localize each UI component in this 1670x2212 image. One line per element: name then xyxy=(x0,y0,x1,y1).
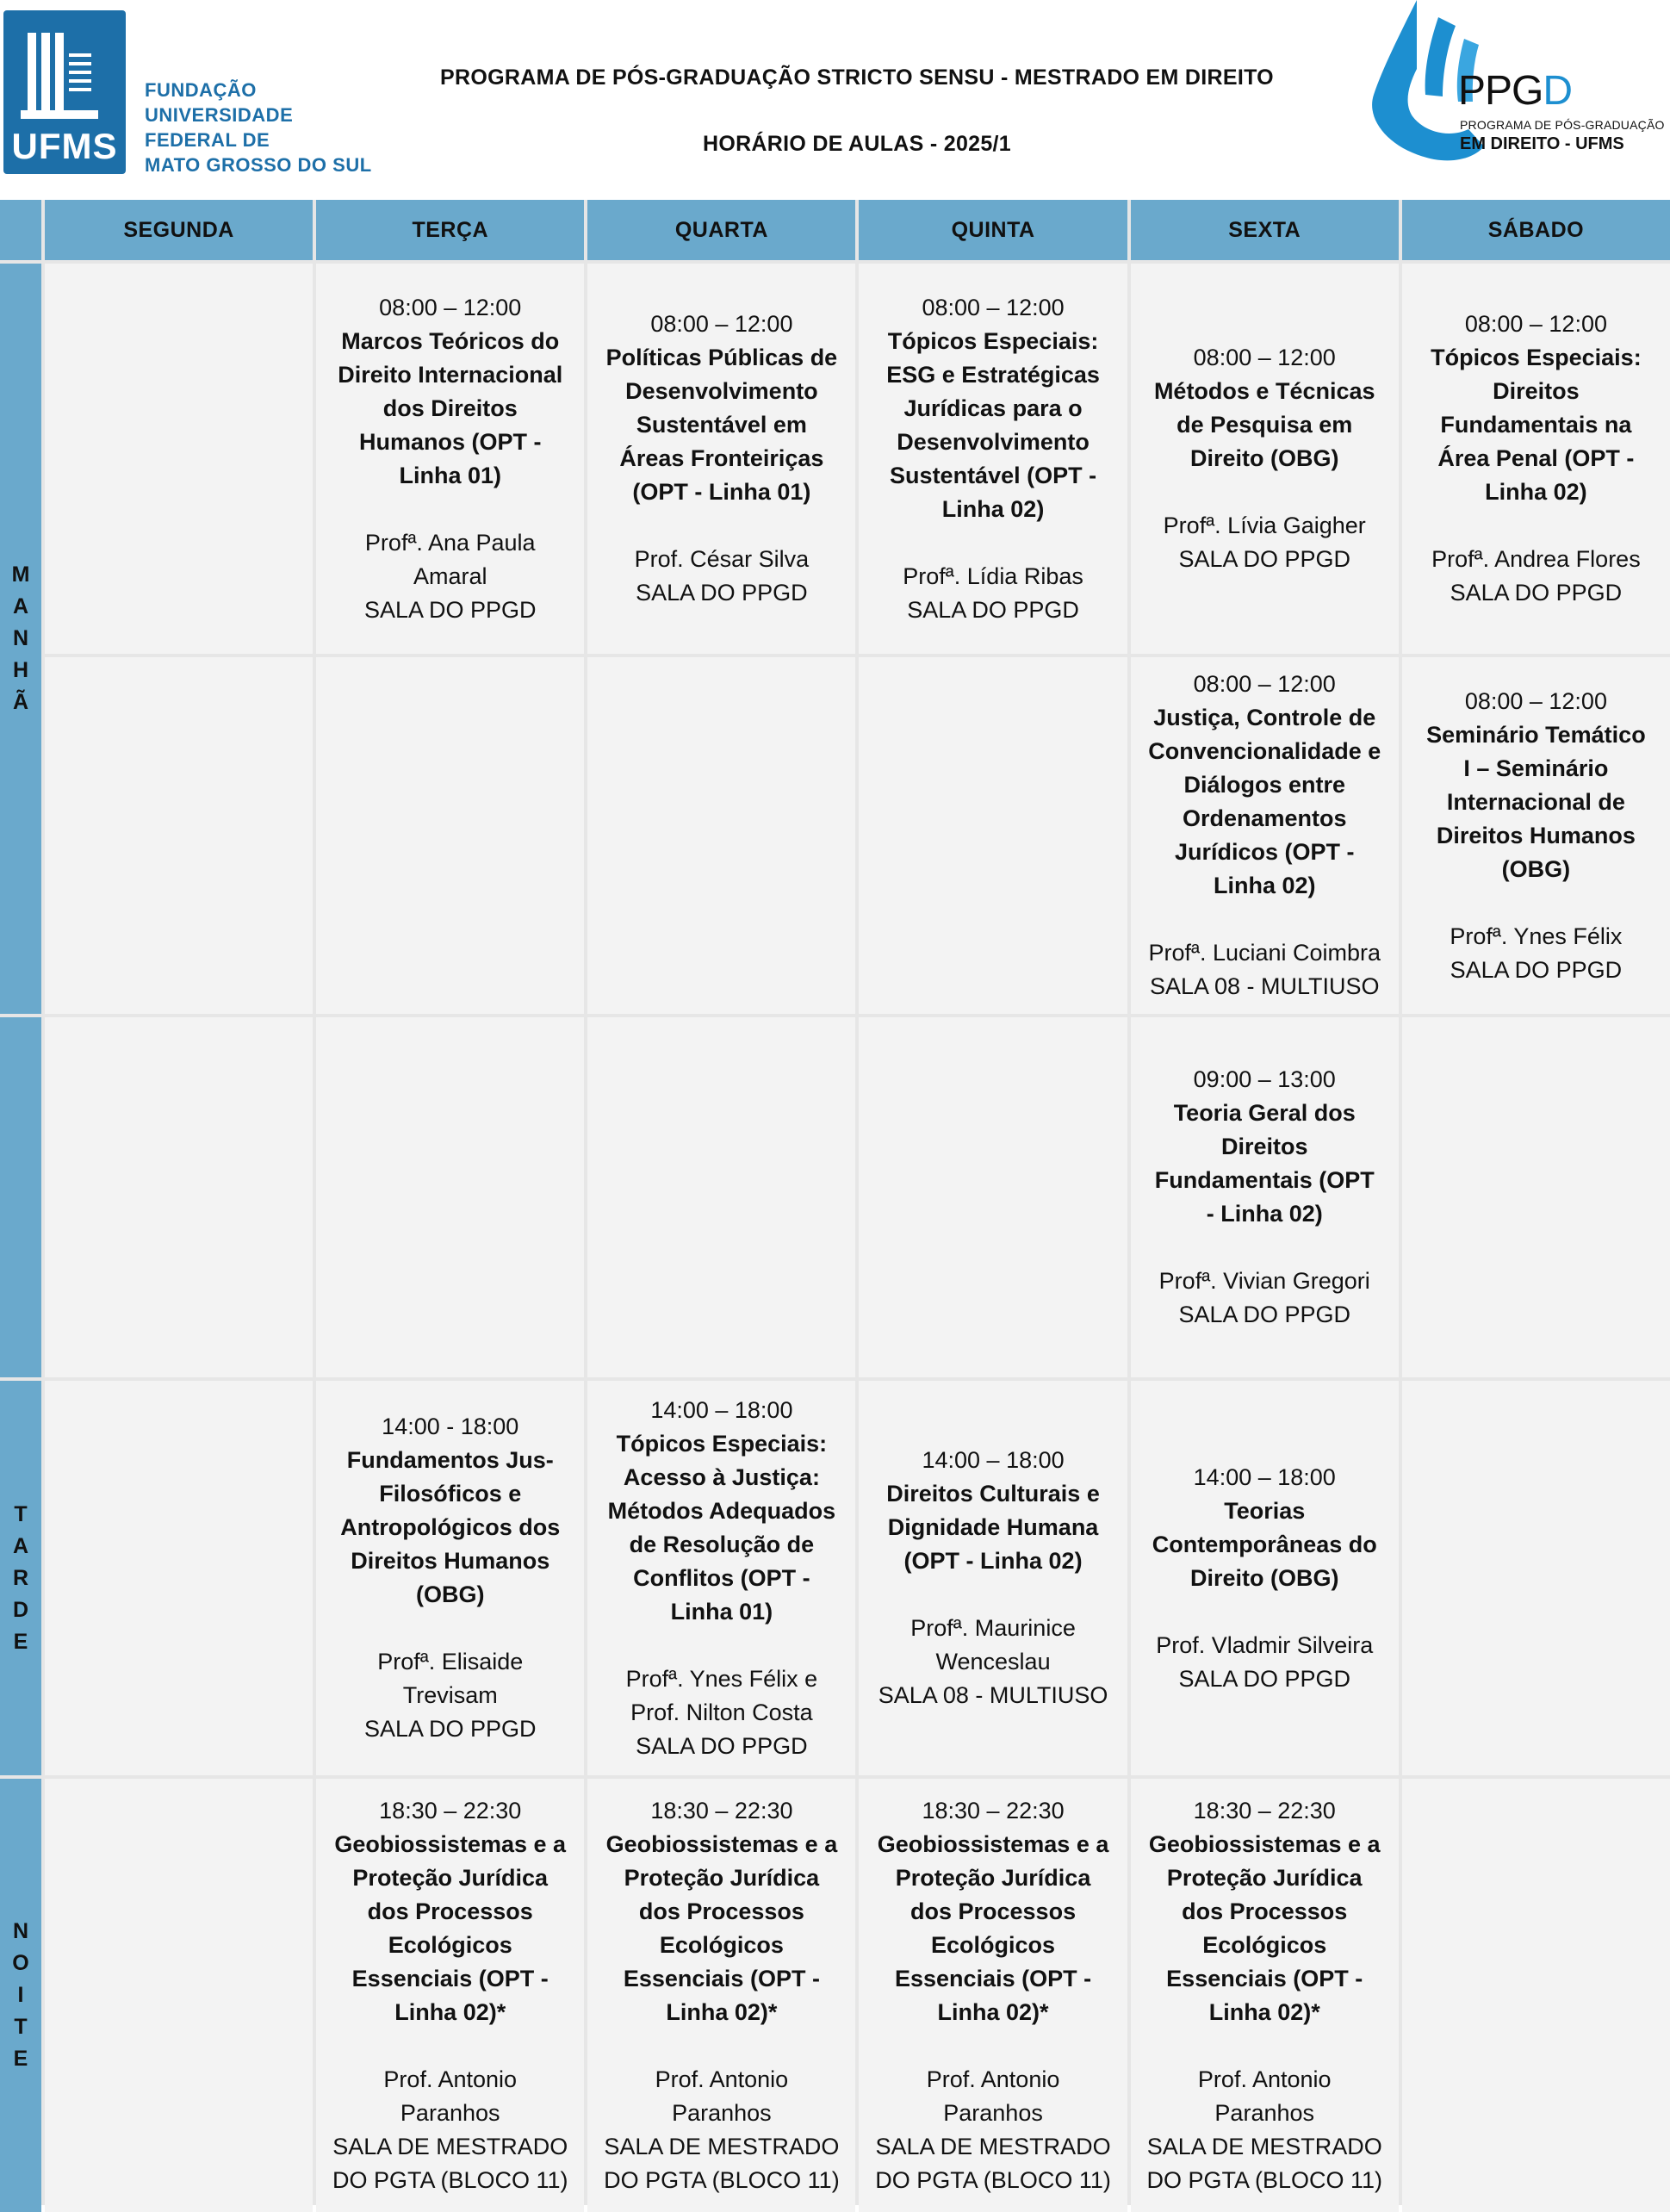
ppgd-g: G xyxy=(1512,68,1543,114)
period-letter: N xyxy=(12,1919,29,1943)
ppgd-pp: PP xyxy=(1458,68,1512,114)
program-title: PROGRAMA DE PÓS-GRADUAÇÃO STRICTO SENSU - MESTRADO EM DIREITO xyxy=(440,65,1274,90)
room: SALA DO PPGD xyxy=(907,596,1079,623)
class-time: 18:30 – 22:30 xyxy=(379,1797,522,1824)
period-letter: H xyxy=(12,658,29,682)
course-title: Seminário Temático I – Seminário Internacional de Direitos Humanos (OBG) xyxy=(1426,721,1646,882)
ufms-name-line: FUNDAÇÃO xyxy=(145,79,257,101)
course-title: Geobiossistemas e a Proteção Jurídica dos Processos Ecológicos Essenciais (OPT - Linha 02)* xyxy=(1148,1830,1381,2025)
ppgd-d: D xyxy=(1543,68,1573,114)
class-cell xyxy=(1131,1381,1399,1775)
period-letter: D xyxy=(12,1597,29,1622)
professor: Profª. Vivian Gregori xyxy=(1158,1268,1370,1294)
class-cell xyxy=(859,1381,1127,1775)
class-cell xyxy=(1131,1779,1399,2212)
class-cell xyxy=(316,1779,584,2212)
period-letter: E xyxy=(13,2047,28,2071)
cell-empty xyxy=(45,1381,313,1775)
course-title: Tópicos Especiais: ESG e Estratégicas Jurídicas para o Desenvolvimento Sustentável (OPT - Linha 02) xyxy=(886,327,1100,522)
class-cell xyxy=(1131,657,1399,1014)
class-cell xyxy=(1131,1017,1399,1377)
room: SALA DO PPGD xyxy=(1178,546,1351,572)
ufms-pillars-icon xyxy=(21,28,98,124)
period-letter: R xyxy=(12,1565,29,1590)
class-cell xyxy=(1402,657,1670,1014)
ppgd-subtitle: PROGRAMA DE PÓS-GRADUAÇÃO xyxy=(1460,118,1665,132)
day-header-sexta: SEXTA xyxy=(1131,200,1399,260)
cell-empty xyxy=(859,1017,1127,1377)
professor: Prof. Vladmir Silveira xyxy=(1156,1631,1374,1658)
period-manha xyxy=(0,264,41,1014)
class-cell xyxy=(587,264,855,654)
course-title: Geobiossistemas e a Proteção Jurídica dos Processos Ecológicos Essenciais (OPT - Linha 02)* xyxy=(877,1830,1109,2025)
period-blank xyxy=(0,1017,41,1377)
course-title: Métodos e Técnicas de Pesquisa em Direito (OBG) xyxy=(1153,378,1375,471)
class-time: 09:00 – 13:00 xyxy=(1193,1066,1336,1092)
cell-empty xyxy=(1402,1779,1670,2212)
day-header-quinta: QUINTA xyxy=(859,200,1127,260)
professor: Prof. Antonio Paranhos xyxy=(926,2066,1060,2126)
class-time: 14:00 – 18:00 xyxy=(1193,1463,1336,1490)
period-letter: O xyxy=(12,1951,29,1975)
room: SALA DO PPGD xyxy=(1178,1665,1351,1692)
table-corner xyxy=(0,200,41,260)
period-letter: N xyxy=(12,626,29,650)
professor: Profª. Andrea Flores xyxy=(1431,546,1641,572)
day-header-quarta: QUARTA xyxy=(587,200,855,260)
cell-empty xyxy=(45,657,313,1014)
class-cell xyxy=(316,1381,584,1775)
course-title: Políticas Públicas de Desenvolvimento Sustentável em Áreas Fronteiriças (OPT - Linha 01) xyxy=(605,345,838,505)
professor: Prof. Antonio Paranhos xyxy=(1197,2066,1332,2126)
period-letter: A xyxy=(12,594,29,618)
class-cell xyxy=(1402,264,1670,654)
class-time: 18:30 – 22:30 xyxy=(922,1797,1065,1824)
ppgd-logo xyxy=(1365,0,1665,168)
cell-empty xyxy=(859,657,1127,1014)
professor: Profª. Ynes Félix e Prof. Nilton Costa xyxy=(625,1665,818,1725)
cell-empty xyxy=(45,1017,313,1377)
class-cell xyxy=(859,1779,1127,2212)
period-letter: Ã xyxy=(12,690,29,714)
period-letter: M xyxy=(11,562,30,587)
cell-empty xyxy=(45,264,313,654)
professor: Profª. Luciani Coimbra xyxy=(1148,940,1381,966)
course-title: Tópicos Especiais: Direitos Fundamentais na Área Penal (OPT - Linha 02) xyxy=(1431,345,1642,505)
cell-empty xyxy=(1402,1381,1670,1775)
course-title: Justiça, Controle de Convencionalidade e Diálogos entre Ordenamentos Jurídicos (OPT - Linha 02) xyxy=(1148,705,1381,898)
ppgd-wordmark xyxy=(1458,67,1572,115)
ufms-full-name xyxy=(145,78,372,177)
cell-empty xyxy=(45,1779,313,2212)
professor: Prof. Antonio Paranhos xyxy=(655,2066,789,2126)
professor: Profª. Lívia Gaigher xyxy=(1163,513,1366,538)
class-time: 14:00 - 18:00 xyxy=(382,1414,519,1439)
class-time: 08:00 – 12:00 xyxy=(379,294,522,320)
class-time: 14:00 – 18:00 xyxy=(650,1396,793,1423)
course-title: Tópicos Especiais: Acesso à Justiça: Métodos Adequados de Resolução de Conflitos (OPT - Linha 01) xyxy=(607,1430,836,1625)
ufms-name-line: FEDERAL DE xyxy=(145,129,270,151)
class-cell xyxy=(859,264,1127,654)
class-time: 08:00 – 12:00 xyxy=(1193,671,1336,697)
course-title: Direitos Culturais e Dignidade Humana (OPT - Linha 02) xyxy=(886,1481,1100,1574)
course-title: Marcos Teóricos do Direito Internacional dos Direitos Humanos (OPT - Linha 01) xyxy=(338,327,563,488)
class-time: 18:30 – 22:30 xyxy=(650,1797,793,1824)
class-time: 08:00 – 12:00 xyxy=(1464,687,1607,714)
professor: Profª. Ana Paula Amaral xyxy=(364,529,536,589)
period-letter: E xyxy=(13,1629,28,1654)
period-letter: I xyxy=(17,1983,24,2007)
class-cell xyxy=(316,264,584,654)
ufms-name-line: MATO GROSSO DO SUL xyxy=(145,154,372,176)
professor: Prof. César Silva xyxy=(634,546,810,572)
cell-empty xyxy=(316,657,584,1014)
class-time: 18:30 – 22:30 xyxy=(1193,1797,1336,1824)
cell-empty xyxy=(587,1017,855,1377)
class-cell xyxy=(587,1779,855,2212)
schedule-title: HORÁRIO DE AULAS - 2025/1 xyxy=(702,132,1012,156)
class-time: 08:00 – 12:00 xyxy=(650,311,793,337)
professor: Profª. Maurinice Wenceslau xyxy=(910,1615,1076,1675)
professor: Prof. Antonio Paranhos xyxy=(383,2066,518,2126)
class-cell xyxy=(587,1381,855,1775)
course-title: Geobiossistemas e a Proteção Jurídica dos Processos Ecológicos Essenciais (OPT - Linha 02)* xyxy=(334,1830,567,2025)
period-letter: A xyxy=(12,1533,29,1558)
cell-empty xyxy=(316,1017,584,1377)
ufms-acronym: UFMS xyxy=(11,126,118,166)
course-title: Teorias Contemporâneas do Direito (OBG) xyxy=(1152,1497,1377,1591)
day-header-segunda: SEGUNDA xyxy=(45,200,313,260)
period-letter: T xyxy=(14,2015,28,2039)
day-header-sabado: SÁBADO xyxy=(1402,200,1670,260)
room: SALA 08 - MULTIUSO xyxy=(878,1682,1108,1708)
room: SALA DO PPGD xyxy=(1178,1302,1351,1327)
professor: Profª. Elisaide Trevisam xyxy=(377,1649,524,1708)
page-header xyxy=(0,0,1670,200)
schedule-table xyxy=(0,200,1670,2205)
room: SALA DE MESTRADO DO PGTA (BLOCO 11) xyxy=(875,2133,1111,2193)
professor: Profª. Lídia Ribas xyxy=(903,562,1083,589)
room: SALA DO PPGD xyxy=(636,580,808,606)
cell-empty xyxy=(1402,1017,1670,1377)
class-cell xyxy=(1131,264,1399,654)
room: SALA DE MESTRADO DO PGTA (BLOCO 11) xyxy=(604,2133,840,2193)
room: SALA DO PPGD xyxy=(636,1732,808,1759)
course-title: Geobiossistemas e a Proteção Jurídica dos Processos Ecológicos Essenciais (OPT - Linha 02)* xyxy=(605,1830,838,2025)
course-title: Fundamentos Jus- Filosóficos e Antropológicos dos Direitos Humanos (OBG) xyxy=(340,1447,561,1607)
room: SALA DE MESTRADO DO PGTA (BLOCO 11) xyxy=(1146,2133,1383,2193)
professor: Profª. Ynes Félix xyxy=(1450,923,1623,949)
room: SALA DE MESTRADO DO PGTA (BLOCO 11) xyxy=(332,2133,568,2193)
course-title: Teoria Geral dos Direitos Fundamentais (OPT - Linha 02) xyxy=(1154,1100,1375,1227)
room: SALA 08 - MULTIUSO xyxy=(1149,973,1380,999)
room: SALA DO PPGD xyxy=(1450,580,1623,606)
period-noite xyxy=(0,1779,41,2212)
ufms-logo xyxy=(3,10,126,174)
class-time: 08:00 – 12:00 xyxy=(1193,345,1336,370)
period-tarde xyxy=(0,1381,41,1775)
room: SALA DO PPGD xyxy=(1450,956,1623,983)
day-header-terca: TERÇA xyxy=(316,200,584,260)
ufms-name-line: UNIVERSIDADE xyxy=(145,104,294,126)
class-time: 08:00 – 12:00 xyxy=(1464,311,1607,337)
cell-empty xyxy=(587,657,855,1014)
room: SALA DO PPGD xyxy=(363,1716,537,1742)
ppgd-subtitle-2: EM DIREITO - UFMS xyxy=(1460,134,1624,153)
room: SALA DO PPGD xyxy=(363,596,537,623)
class-time: 08:00 – 12:00 xyxy=(922,294,1065,320)
period-letter: T xyxy=(14,1501,28,1526)
class-time: 14:00 – 18:00 xyxy=(922,1447,1065,1473)
